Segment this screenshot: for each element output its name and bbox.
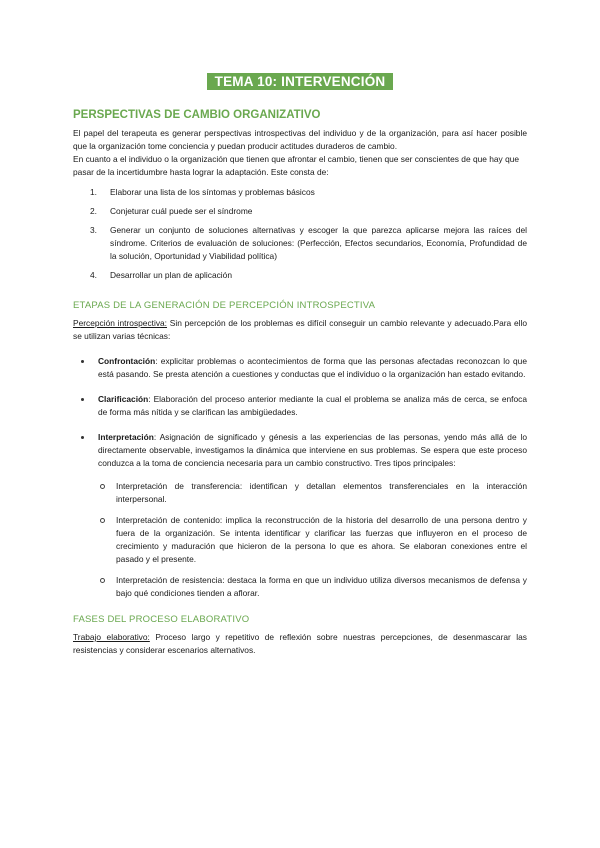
section-perspectivas [73,109,527,282]
section-heading-perspectivas: PERSPECTIVAS DE CAMBIO ORGANIZATIVO [73,109,321,121]
paragraph-trabajo-text: Proceso largo y repetitivo de reflexión sobre nuestras percepciones, de desenmascarar las resistencias y considerar escenarios alternativos. [73,632,527,655]
term-description: : explicitar problemas o acontecimientos de forma que las personas afectadas reconozcan lo que está pasando. Se presta atención a cuestiones y conductas que el individuo o la organización han estado evitando. [98,356,527,379]
list-item-text: Elaborar una lista de los síntomas y problemas básicos [110,187,315,197]
list-item-text: Generar un conjunto de soluciones alternativas y escoger la que parezca aplicarse mejora las raíces del síndrome. Criterios de evaluación de soluciones: (Perfección, Efectos secundarios, Economía, Profundidad de la solución, Oportunidad y Viabilidad política) [110,225,527,261]
paragraph-individuo: En cuanto a el individuo o la organización que tienen que afrontar el cambio, tienen que ser conscientes de que hay que pasar de la incertidumbre hasta lograr la adaptación. Este consta de: [73,154,520,177]
list-item [98,514,527,566]
list-number: 4. [90,270,97,280]
paragraph-percepcion-text: Sin percepción de los problemas es difícil conseguir un cambio relevante y adecuado.Para ello se utilizan varias técnicas: [73,318,527,341]
term-clarificacion: Clarificación [98,394,149,404]
section-heading-etapas: ETAPAS DE LA GENERACIÓN DE PERCEPCIÓN INTROSPECTIVA [73,300,376,311]
term-description: : Elaboración del proceso anterior mediante la cual el problema se analiza más de cerca, se enfoca de forma más nítida y se clarifican las ambigüedades. [98,394,527,417]
term-percepcion-introspectiva: Percepción introspectiva: [73,318,168,328]
list-item [98,480,527,506]
term-confrontacion: Confrontación [98,356,156,366]
section-fases [73,614,527,657]
techniques-list [73,355,527,600]
list-number: 1. [90,187,97,197]
list-item-text: Interpretación de transferencia: identifican y detallan elementos transferenciales en la interacción interpersonal. [116,481,527,504]
page-title: TEMA 10: INTERVENCIÓN [207,73,394,90]
list-item-text: Interpretación de resistencia: destaca la forma en que un individuo utiliza diversos mecanismos de defensa y bajo qué condiciones tienden a aflorar. [116,575,527,598]
list-item [98,574,527,600]
title-wrapper [73,73,527,91]
list-item [73,431,527,600]
list-item [73,224,527,263]
list-item [73,393,527,419]
term-interpretacion: Interpretación [98,432,154,442]
paragraph-trabajo [73,631,527,657]
list-item [73,186,527,199]
bullet-icon [81,436,84,439]
paragraph-percepcion [73,317,527,343]
term-description: : Asignación de significado y génesis a las experiencias de las personas, yendo más allá de lo directamente observable, investigamos la dinámica que interviene en sus problemas. Se espera que este proceso conduzca a la toma de conciencia necesaria para un cambio constructivo. Tres tipos principales: [98,432,527,468]
steps-list [73,186,527,282]
list-item [73,355,527,381]
bullet-icon [81,360,84,363]
list-number: 3. [90,225,97,235]
term-trabajo-elaborativo: Trabajo elaborativo: [73,632,150,642]
list-item [73,205,527,218]
circle-bullet-icon [100,578,105,583]
list-item-text: Desarrollar un plan de aplicación [110,270,232,280]
list-item [73,269,527,282]
paragraph-terapeuta: El papel del terapeuta es generar perspectivas introspectivas del individuo y de la organización, para así hacer posible que la organización tome conciencia y puedan producir actitudes duraderos de cambio. [73,128,527,151]
section-etapas [73,300,527,600]
list-number: 2. [90,206,97,216]
circle-bullet-icon [100,484,105,489]
section-heading-fases: FASES DEL PROCESO ELABORATIVO [73,614,250,625]
circle-bullet-icon [100,518,105,523]
list-item-text: Conjeturar cuál puede ser el síndrome [110,206,253,216]
interpretation-types-list [98,480,527,600]
bullet-icon [81,398,84,401]
list-item-text: Interpretación de contenido: implica la reconstrucción de la historia del desarrollo de una persona dentro y fuera de la organización. Se intenta identificar y clarificar las fuerzas que influyeron en el proceso de crecimiento y maduración que hicieron de la persona lo que es ahora. Se elaboran conexiones entre el pasado y el presente. [116,515,527,564]
